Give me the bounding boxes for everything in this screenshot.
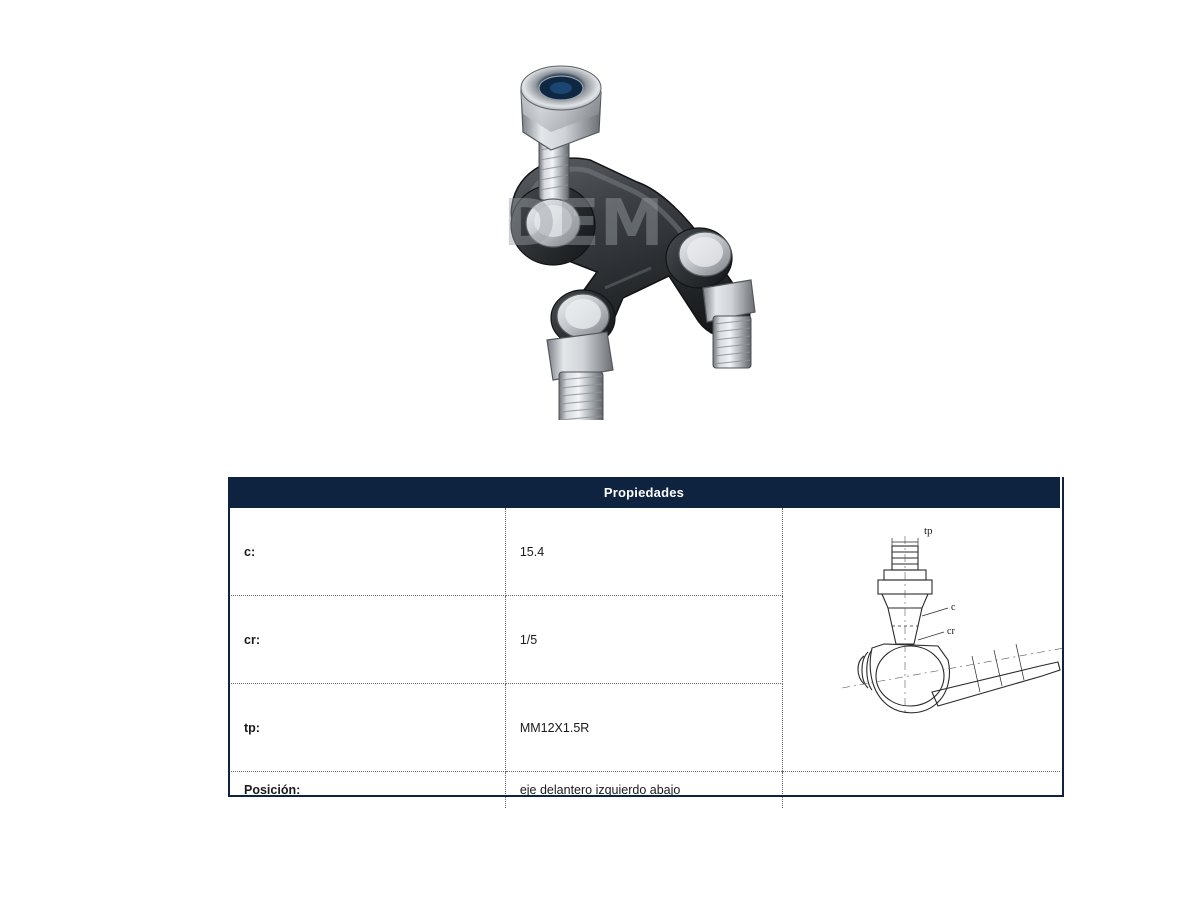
diagram-cell-empty	[783, 772, 1060, 809]
property-value: MM12X1.5R	[505, 684, 782, 772]
watermark-text: DEM	[503, 187, 664, 261]
property-value: 15.4	[505, 508, 782, 596]
diagram-label-tp: tp	[923, 525, 933, 537]
technical-diagram-cell	[783, 508, 1060, 772]
ball-joint-technical-drawing	[772, 516, 1072, 756]
property-value: 1/5	[505, 596, 782, 684]
property-key: Posición:	[228, 772, 505, 809]
property-value: eje delantero izquierdo abajo	[505, 772, 782, 809]
table-row	[228, 772, 1060, 809]
table-header-title: Propiedades	[228, 477, 1060, 508]
diagram-label-c: c	[950, 602, 956, 613]
ball-joint-photo	[455, 40, 795, 420]
property-key: cr:	[228, 596, 505, 684]
diagram-label-cr: cr	[946, 626, 955, 637]
table-row	[228, 508, 1060, 596]
ball-joint-illustration	[455, 40, 795, 420]
property-key: c:	[228, 508, 505, 596]
properties-table	[228, 477, 1060, 808]
property-key: tp:	[228, 684, 505, 772]
